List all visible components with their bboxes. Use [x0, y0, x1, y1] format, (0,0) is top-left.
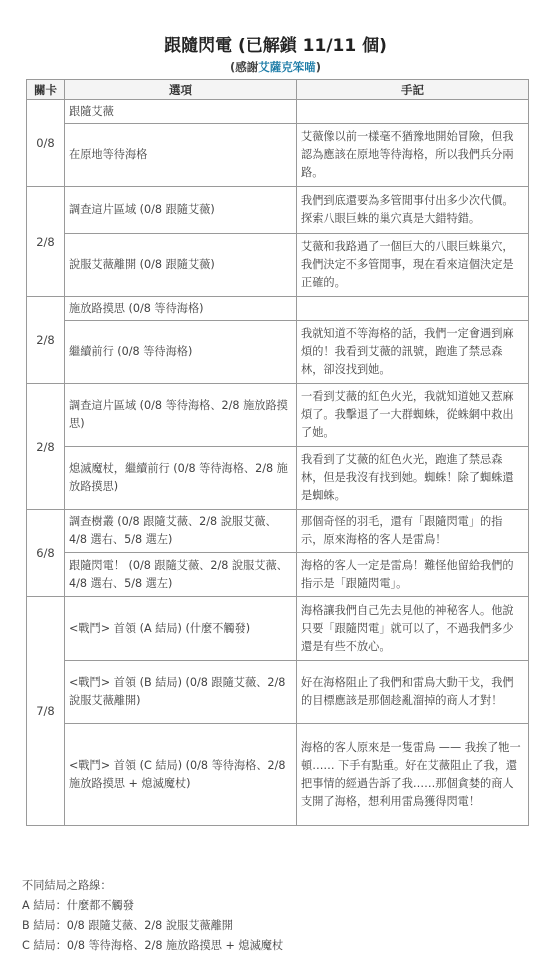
note-cell [297, 297, 529, 321]
ending-route-c: C 結局：0/8 等待海格、2/8 施放路摸思 + 熄滅魔杖 [22, 939, 284, 952]
credit-prefix: (感謝 [229, 60, 259, 74]
level-cell: 7/8 [27, 597, 65, 826]
note-cell: 海格讓我們自己先去見他的神秘客人。他說只要「跟隨閃電」就可以了，不過我們多少還是有些不放心。 [297, 597, 529, 661]
note-cell: 我看到了艾薇的紅色火光，跑進了禁忌森林，但是我沒有找到她。蜘蛛！除了蜘蛛還是蜘蛛。 [297, 447, 529, 510]
note-cell: 艾薇像以前一樣毫不猶豫地開始冒險，但我認為應該在原地等待海格，所以我們兵分兩路。 [297, 124, 529, 187]
walkthrough-table [26, 79, 529, 826]
level-cell: 2/8 [27, 297, 65, 384]
note-cell: 我們到底還要為多管閒事付出多少次代價。探索八眼巨蛛的巢穴真是大錯特錯。 [297, 187, 529, 234]
level-cell: 2/8 [27, 187, 65, 297]
credit-line [0, 59, 551, 75]
note-cell: 好在海格阻止了我們和雷鳥大動干戈，我們的目標應該是那個趁亂溜掉的商人才對！ [297, 661, 529, 724]
table-row [27, 384, 529, 447]
header-level: 關卡 [27, 80, 65, 100]
credit-suffix: ) [315, 60, 322, 74]
level-cell: 0/8 [27, 100, 65, 187]
note-cell [297, 100, 529, 124]
option-cell: 繼續前行 (0/8 等待海格) [65, 321, 297, 384]
level-cell: 2/8 [27, 384, 65, 510]
page-title: 跟隨閃電 (已解鎖 11/11 個) [164, 36, 387, 56]
option-cell: <戰鬥> 首領 (C 結局) (0/8 等待海格、2/8 施放路摸思 + 熄滅魔杖) [65, 724, 297, 826]
table-row [27, 100, 529, 124]
ending-route-a: A 結局：什麼都不觸發 [22, 899, 134, 912]
header-note: 手記 [297, 80, 529, 100]
note-cell: 一看到艾薇的紅色火光，我就知道她又惹麻煩了。我擊退了一大群蜘蛛，從蛛網中救出了她。 [297, 384, 529, 447]
note-cell: 那個奇怪的羽毛，還有「跟隨閃電」的指示，原來海格的客人是雷鳥！ [297, 510, 529, 553]
ending-route-b: B 結局：0/8 跟隨艾薇、2/8 說服艾薇離開 [22, 919, 233, 932]
note-cell: 海格的客人一定是雷鳥！難怪他留給我們的指示是「跟隨閃電」。 [297, 553, 529, 597]
table-row [27, 724, 529, 826]
option-cell: 熄滅魔杖，繼續前行 (0/8 等待海格、2/8 施放路摸思) [65, 447, 297, 510]
option-cell: 施放路摸思 (0/8 等待海格) [65, 297, 297, 321]
header-option: 選項 [65, 80, 297, 100]
table-row [27, 124, 529, 187]
table-row [27, 597, 529, 661]
table-row [27, 553, 529, 597]
option-cell: 調查這片區域 (0/8 等待海格、2/8 施放路摸思) [65, 384, 297, 447]
option-cell: 跟隨艾薇 [65, 100, 297, 124]
table-header-row [27, 80, 529, 100]
table-row [27, 234, 529, 297]
credit-author-link[interactable]: 艾薩克笨喵 [258, 60, 316, 74]
level-cell: 6/8 [27, 510, 65, 597]
option-cell: <戰鬥> 首領 (B 結局) (0/8 跟隨艾薇、2/8 說服艾薇離開) [65, 661, 297, 724]
option-cell: 在原地等待海格 [65, 124, 297, 187]
table-row [27, 510, 529, 553]
option-cell: 說服艾薇離開 (0/8 跟隨艾薇) [65, 234, 297, 297]
table-row [27, 297, 529, 321]
option-cell: <戰鬥> 首領 (A 結局) (什麼不觸發) [65, 597, 297, 661]
ending-routes [22, 876, 283, 956]
table-row [27, 661, 529, 724]
option-cell: 調查樹叢 (0/8 跟隨艾薇、2/8 說服艾薇、4/8 選右、5/8 選左) [65, 510, 297, 553]
option-cell: 調查這片區域 (0/8 跟隨艾薇) [65, 187, 297, 234]
table-row [27, 187, 529, 234]
note-cell: 我就知道不等海格的話，我們一定會遇到麻煩的！我看到艾薇的訊號，跑進了禁忌森林，卻沒找到她。 [297, 321, 529, 384]
note-cell: 海格的客人原來是一隻雷鳥 —— 我挨了牠一頓…… 下手有點重。好在艾薇阻止了我，還把事情的經過告訴了我……那個貪婪的商人支開了海格，想利用雷鳥獲得閃電！ [297, 724, 529, 826]
ending-routes-heading: 不同結局之路線： [22, 879, 112, 892]
table-row [27, 447, 529, 510]
note-cell: 艾薇和我路過了一個巨大的八眼巨蛛巢穴，我們決定不多管閒事，現在看來這個決定是正確的。 [297, 234, 529, 297]
option-cell: 跟隨閃電！ (0/8 跟隨艾薇、2/8 說服艾薇、4/8 選右、5/8 選左) [65, 553, 297, 597]
table-row [27, 321, 529, 384]
